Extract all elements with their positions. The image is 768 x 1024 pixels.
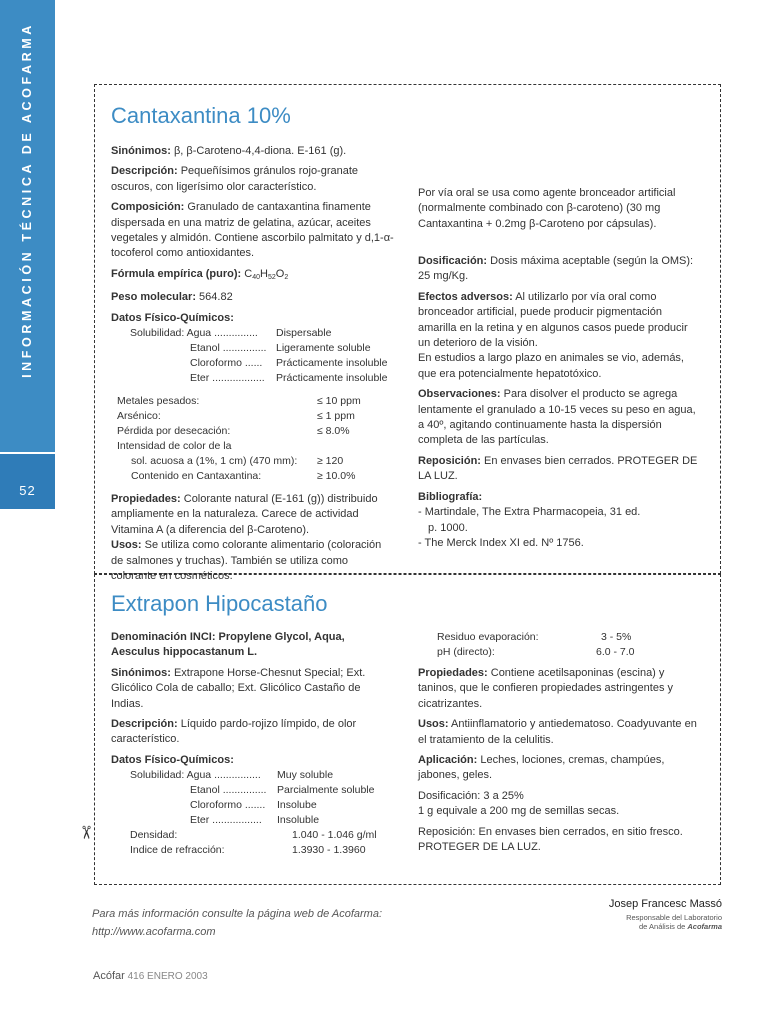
formula-h: H [260, 267, 268, 280]
oral-use-column [418, 186, 698, 237]
solubility-name: Cloroformo ....... [190, 799, 266, 812]
bibliografia-heading: Bibliografía: [418, 490, 483, 503]
solubility-row [111, 783, 394, 798]
ph-row [418, 645, 701, 660]
spec-value: ≤ 1 ppm [317, 410, 355, 423]
product-title: Cantaxantina 10% [111, 103, 291, 128]
peso-paragraph [111, 290, 394, 305]
formula-o: O [275, 267, 285, 280]
datos-heading: Datos Físico-Químicos: [111, 311, 234, 324]
dosificacion-equivalence: 1 g equivale a 200 mg de semillas secas. [418, 805, 620, 818]
website-link[interactable]: http://www.acofarma.com [92, 926, 216, 938]
observaciones-label: Observaciones: [418, 388, 501, 401]
author-role-line [609, 922, 722, 931]
spec-value: 1.3930 - 1.3960 [292, 844, 366, 857]
solubility-name: Solubilidad: Agua ............... [130, 327, 258, 340]
solubility-row [111, 798, 394, 813]
formula-label: Fórmula empírica (puro): [111, 267, 242, 280]
spec-name: pH (directo): [437, 646, 495, 658]
usos-label: Usos: [111, 539, 142, 552]
issue-number: 416 [127, 971, 145, 982]
solubility-row [111, 356, 394, 371]
author-role-prefix: de Análisis de [639, 922, 688, 931]
solubility-row [111, 341, 394, 356]
reposicion-text: En envases bien cerrados. PROTEGER DE LA LUZ. [418, 454, 698, 483]
aplicacion-paragraph [418, 753, 701, 784]
solubility-name: Etanol ............... [190, 784, 267, 797]
solubility-table [111, 326, 394, 386]
spec-value: 1.040 - 1.046 g/ml [292, 829, 377, 842]
solubility-value: Insoluble [277, 814, 320, 827]
formula-c-n: 40 [252, 273, 260, 281]
bibliography-item: - Martindale, The Extra Pharmacopeia, 31 ed. [418, 506, 641, 519]
spec-row [111, 409, 394, 424]
spec-name: Contenido en Cantaxantina: [131, 470, 262, 483]
solubility-name: Etanol ............... [190, 342, 267, 355]
spec-row [111, 424, 394, 439]
issue-footer [93, 970, 208, 982]
solubility-row [111, 326, 394, 341]
sinonimos-label: Sinónimos: [111, 145, 171, 157]
efectos-label: Efectos adversos: [418, 290, 513, 303]
descripcion-paragraph [111, 717, 394, 748]
observaciones-text: Para disolver el producto se agrega lentamente el granulado a 10-15 veces su peso en agua, a 40º, agitando continuamente hasta la dispersión completa de las partículas. [418, 388, 696, 447]
descripcion-text: Pequeñísimos gránulos rojo-granate oscuros, con ligerísimo olor característico. [111, 165, 359, 193]
spec-name: Residuo evaporación: [437, 631, 539, 643]
efectos-paragraph [418, 290, 698, 352]
formula-h-n: 52 [267, 273, 276, 281]
usos-text: Antiinflamatorio y antiedematoso. Coadyuvante en el tratamiento de la celulitis. [418, 718, 697, 746]
solubility-name: Solubilidad: Agua ................ [130, 769, 261, 782]
spec-row [111, 469, 394, 484]
density-row [111, 828, 394, 843]
dosificacion-line: Dosificación: 3 a 25% [418, 789, 524, 802]
solubility-table [111, 768, 394, 858]
author-role-line: Responsable del Laboratorio [626, 913, 722, 922]
solubility-value: Prácticamente insoluble [276, 372, 388, 385]
author-name: Josep Francesc Massó [608, 898, 722, 910]
propiedades-text: Contiene acetilsaponinas (escina) y taninos, que le confieren propiedades astringentes y cicatrizantes. [418, 667, 674, 710]
spec-row [111, 454, 394, 469]
descripcion-label: Descripción: [111, 718, 178, 731]
sinonimos-paragraph [111, 144, 394, 159]
descripcion-text: Líquido pardo-rojizo límpido, de olor característico. [111, 718, 357, 746]
solubility-value: Parcialmente soluble [277, 784, 375, 797]
extrapon-right-column [418, 630, 701, 860]
page-number: 52 [19, 483, 36, 498]
spec-name: Metales pesados: [117, 395, 200, 408]
usos-paragraph [418, 717, 701, 748]
solubility-row [111, 768, 394, 783]
solubility-name: Cloroformo ...... [190, 357, 263, 370]
propiedades-label: Propiedades: [418, 667, 488, 679]
cantaxantina-left-column [111, 144, 394, 590]
formula-o-n: 2 [284, 273, 289, 281]
peso-text: 564.82 [199, 291, 233, 304]
sinonimos-text: Extrapone Horse-Chesnut Special; Ext. Glicólico Cola de caballo; Ext. Glicólico Castaño de Indias. [111, 666, 366, 710]
spec-value: ≤ 8.0% [317, 425, 350, 438]
solubility-row [111, 813, 394, 828]
spec-name: sol. acuosa a (1%, 1 cm) (470 mm): [131, 455, 298, 468]
propiedades-text: Colorante natural (E-161 (g)) distribuido ampliamente en la naturaleza. Carece de actividad Vitamina A (a diferencia del β-Caroteno). [111, 493, 378, 536]
bibliography-item-continued: p. 1000. [428, 521, 468, 534]
author-role [609, 913, 722, 931]
page-number-tab [0, 452, 55, 509]
solubility-value: Prácticamente insoluble [276, 357, 388, 370]
issue-date: ENERO 2003 [147, 971, 208, 982]
more-info-text: Para más información consulte la página web de Acofarma: [92, 908, 383, 920]
usos-text: Se utiliza como colorante alimentario (coloración de salmones y truchas). También se utiliza como colorante en cosméticos. [111, 539, 382, 583]
propiedades-label: Propiedades: [111, 493, 181, 506]
bibliography-item: - The Merck Index XI ed. Nº 1756. [418, 536, 584, 549]
datos-heading: Datos Físico-Químicos: [111, 753, 234, 766]
spec-name: Indice de refracción: [130, 844, 225, 857]
residue-row [418, 630, 701, 645]
sinonimos-text: β, β-Caroteno-4,4-diona. E-161 (g). [173, 145, 347, 157]
spec-value: 6.0 - 7.0 [596, 646, 635, 658]
peso-label: Peso molecular: [111, 291, 196, 304]
sinonimos-paragraph [111, 666, 394, 712]
spec-name: Intensidad de color de la [117, 440, 232, 453]
more-info [92, 905, 382, 941]
spec-row [111, 394, 394, 409]
author-role-brand: Acofarma [687, 922, 722, 931]
spec-name: Pérdida por desecación: [117, 425, 231, 438]
aplicacion-text: Leches, lociones, cremas, champúes, jabones, geles. [418, 754, 665, 782]
section-title: INFORMACIÓN TÉCNICA DE ACOFARMA [20, 22, 34, 378]
efectos-text: Al utilizarlo por vía oral como bronceador artificial, puede producir pigmentación amarilla en la retina y en algunos casos puede producir un deterioro de la visión. [418, 290, 688, 350]
solubility-name: Eter .................. [190, 372, 265, 385]
spec-row [111, 439, 394, 454]
solubility-row [111, 371, 394, 386]
inci-name: Denominación INCI: Propylene Glycol, Aqua, Aesculus hippocastanum L. [111, 631, 345, 659]
descripcion-paragraph [111, 164, 394, 195]
refraction-row [111, 843, 394, 858]
spec-value: ≥ 120 [317, 455, 344, 468]
spec-value: ≤ 10 ppm [317, 395, 361, 408]
composicion-text: Granulado de cantaxantina finamente dispersada en una matriz de gelatina, azúcar, aceites vegetales y almidón. Contiene ascorbilo palmitato y d,1-α-tocoferol como antioxidantes. [111, 201, 394, 260]
specs-table [111, 394, 394, 484]
propiedades-paragraph [418, 666, 701, 712]
extra-specs [418, 630, 701, 660]
formula-paragraph [111, 267, 394, 285]
author-block [609, 898, 722, 931]
propiedades-paragraph [111, 492, 394, 538]
spec-name: Arsénico: [117, 410, 161, 423]
sinonimos-label: Sinónimos: [111, 666, 171, 679]
dosificacion-paragraph [418, 254, 698, 285]
formula-c: C [244, 267, 253, 280]
estudios-paragraph: En estudios a largo plazo en animales se vio, además, que era potencialmente hepatotóxico. [418, 352, 684, 380]
solubility-name: Eter ................. [190, 814, 262, 827]
aplicacion-label: Aplicación: [418, 754, 478, 767]
composicion-paragraph [111, 200, 394, 262]
dosificacion-label: Dosificación: [418, 255, 488, 267]
solubility-value: Ligeramente soluble [276, 342, 371, 355]
reposicion-paragraph: Reposición: En envases bien cerrados, en sitio fresco. PROTEGER DE LA LUZ. [418, 825, 683, 854]
scissors-icon: ✂ [76, 824, 97, 841]
usos-label: Usos: [418, 718, 449, 731]
spec-value: 3 - 5% [601, 631, 632, 643]
cantaxantina-right-column-2 [418, 254, 698, 551]
extrapon-left-column [111, 630, 394, 858]
solubility-value: Insolube [277, 799, 317, 812]
spec-name: Densidad: [130, 829, 178, 842]
oral-use-paragraph: Por vía oral se usa como agente bronceador artificial (normalmente combinado con β-caroteno) (30 mg Cantaxantina + 0.2mg β-Caroteno por cápsulas). [418, 187, 676, 230]
magazine-name: Acófar [93, 970, 125, 982]
product-title: Extrapon Hipocastaño [111, 591, 328, 616]
solubility-value: Dispersable [276, 327, 332, 340]
observaciones-paragraph [418, 387, 698, 449]
descripcion-label: Descripción: [111, 165, 178, 178]
composicion-label: Composición: [111, 201, 185, 214]
spec-value: ≥ 10.0% [317, 470, 356, 483]
side-banner [0, 0, 55, 452]
dosificacion-text: Dosis máxima aceptable (según la OMS): 25 mg/Kg. [418, 255, 694, 283]
reposicion-paragraph [418, 454, 698, 485]
solubility-value: Muy soluble [277, 769, 334, 782]
reposicion-label: Reposición: [418, 454, 481, 467]
